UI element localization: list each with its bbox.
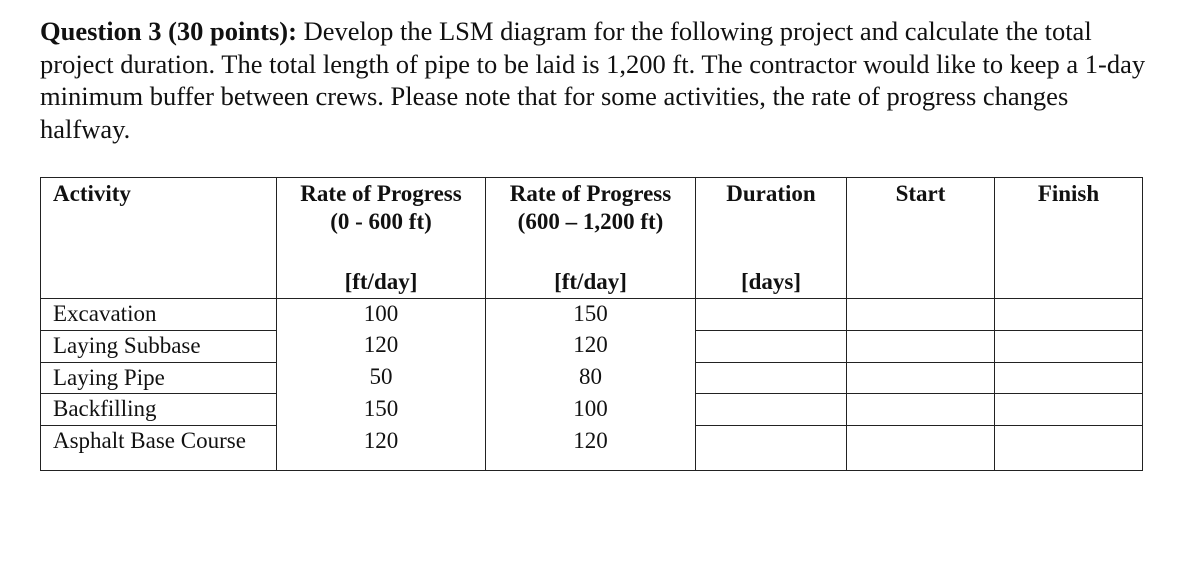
activity-name: Asphalt Base Course	[41, 426, 277, 471]
header-rate-second-half	[486, 178, 696, 299]
rate2-value: 150	[486, 299, 696, 331]
rate2-value: 80	[486, 362, 696, 394]
header-rate1-range: (0 - 600 ft)	[330, 209, 432, 234]
rate1-value: 120	[277, 426, 486, 471]
rate1-value: 100	[277, 299, 486, 331]
table-header-row	[41, 178, 1143, 299]
header-rate2-unit: [ft/day]	[554, 269, 627, 294]
header-start: Start	[847, 178, 995, 299]
finish-cell[interactable]	[995, 394, 1143, 426]
duration-cell[interactable]	[696, 426, 847, 471]
activity-table	[40, 177, 1143, 471]
header-activity: Activity	[41, 178, 277, 299]
header-rate2-title: Rate of Progress	[509, 181, 672, 206]
activity-name: Backfilling	[41, 394, 277, 426]
header-duration	[696, 178, 847, 299]
rate1-value: 50	[277, 362, 486, 394]
rate2-value: 120	[486, 426, 696, 471]
duration-cell[interactable]	[696, 394, 847, 426]
question-text	[40, 15, 1150, 145]
start-cell[interactable]	[847, 394, 995, 426]
rate1-value: 150	[277, 394, 486, 426]
finish-cell[interactable]	[995, 362, 1143, 394]
start-cell[interactable]	[847, 299, 995, 331]
rate1-value: 120	[277, 330, 486, 362]
table-row	[41, 426, 1143, 471]
duration-cell[interactable]	[696, 299, 847, 331]
start-cell[interactable]	[847, 426, 995, 471]
rate2-value: 100	[486, 394, 696, 426]
activity-name: Laying Subbase	[41, 330, 277, 362]
duration-cell[interactable]	[696, 330, 847, 362]
header-rate1-unit: [ft/day]	[344, 269, 418, 294]
header-finish: Finish	[995, 178, 1143, 299]
finish-cell[interactable]	[995, 426, 1143, 471]
header-duration-title: Duration	[726, 181, 816, 206]
start-cell[interactable]	[847, 362, 995, 394]
rate2-value: 120	[486, 330, 696, 362]
finish-cell[interactable]	[995, 330, 1143, 362]
header-rate1-title: Rate of Progress	[300, 181, 462, 206]
table-row	[41, 362, 1143, 394]
header-rate-first-half	[277, 178, 486, 299]
table-row	[41, 299, 1143, 331]
activity-name: Laying Pipe	[41, 362, 277, 394]
duration-cell[interactable]	[696, 362, 847, 394]
start-cell[interactable]	[847, 330, 995, 362]
table-row	[41, 394, 1143, 426]
table-row	[41, 330, 1143, 362]
question-lead: Question 3 (30 points):	[40, 16, 297, 46]
header-duration-unit: [days]	[740, 269, 802, 294]
finish-cell[interactable]	[995, 299, 1143, 331]
activity-name: Excavation	[41, 299, 277, 331]
header-rate2-range: (600 – 1,200 ft)	[517, 209, 664, 234]
question-body: Develop the LSM diagram for the following project and calculate the total project duration. The total length of pipe to be laid is 1,200 ft. The contractor would like to keep a 1-day minimum buffer between crews. Please note that for some activities, the rate of progress changes halfway.	[40, 16, 1146, 144]
